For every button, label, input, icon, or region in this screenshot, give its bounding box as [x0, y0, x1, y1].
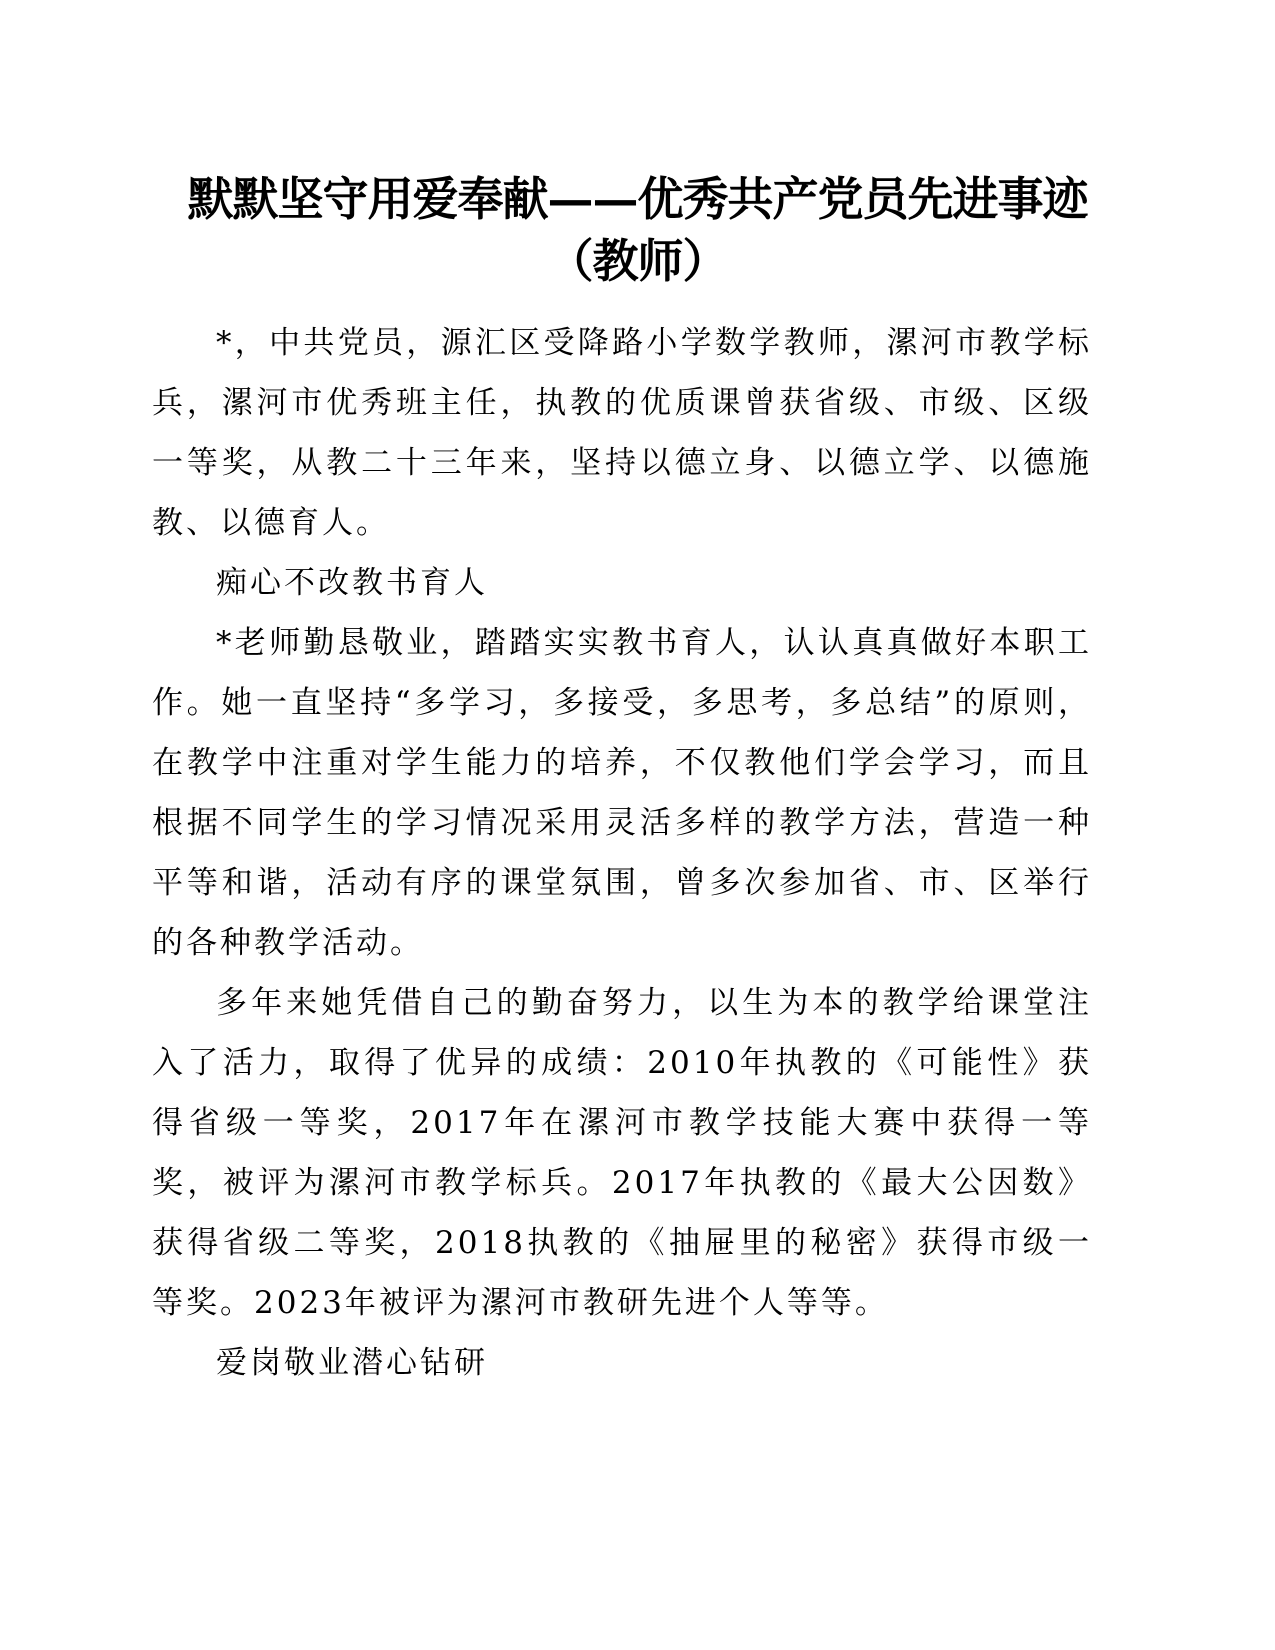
document-body [152, 313, 1092, 1393]
section-heading-teaching: 痴心不改教书育人 [216, 565, 488, 601]
paragraph-achievements: 多年来她凭借自己的勤奋努力，以生为本的教学给课堂注入了活力，取得了优异的成绩：2010年执教的《可能性》获得省级一等奖，2017年在漯河市教学技能大赛中获得一等奖，被评为漯河市教学标兵。2017年执教的《最大公因数》获得省级二等奖，2018执教的《抽屉里的秘密》获得市级一等奖。2023年被评为漯河市教研先进个人等等。 [152, 985, 1092, 1321]
document-title: 默默坚守用爱奉献——优秀共产党员先进事迹（教师） [187, 172, 1088, 288]
paragraph-intro: *，中共党员，源汇区受降路小学数学教师，漯河市教学标兵，漯河市优秀班主任，执教的优质课曾获省级、市级、区级一等奖，从教二十三年来，坚持以德立身、以德立学、以德施教、以德育人。 [152, 325, 1092, 541]
section-heading-dedication: 爱岗敬业潜心钻研 [216, 1345, 488, 1381]
paragraph-teaching: *老师勤恳敬业，踏踏实实教书育人，认认真真做好本职工作。她一直坚持“多学习，多接受，多思考，多总结”的原则，在教学中注重对学生能力的培养，不仅教他们学会学习，而且根据不同学生的学习情况采用灵活多样的教学方法，营造一种平等和谐，活动有序的课堂氛围，曾多次参加省、市、区举行的各种教学活动。 [152, 625, 1092, 961]
